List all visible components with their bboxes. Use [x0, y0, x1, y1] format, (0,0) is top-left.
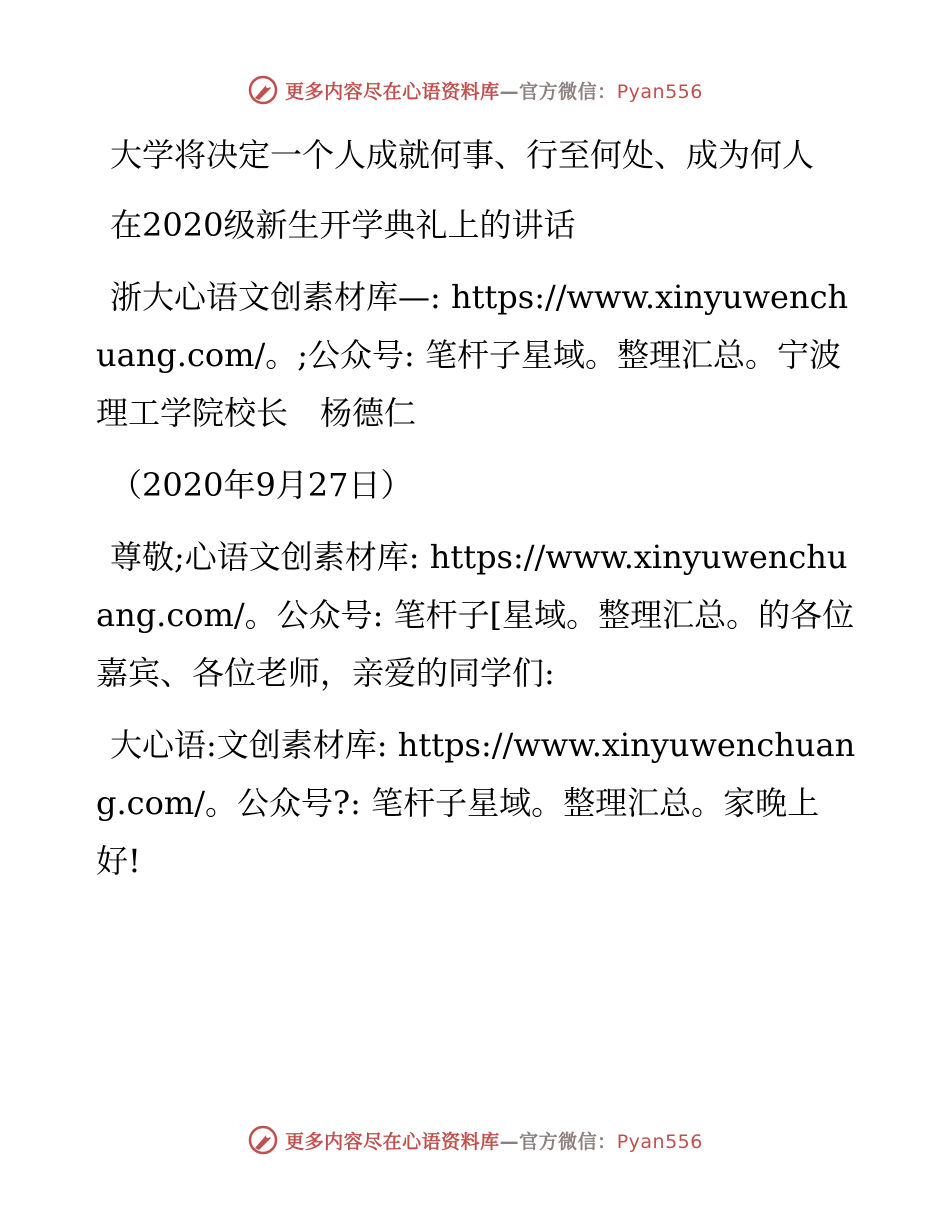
header-banner	[0, 70, 950, 110]
paragraph-date: （2020年9月27日）	[110, 466, 413, 504]
footer-banner	[0, 1120, 950, 1160]
banner-wechat-label: 官方微信：	[519, 80, 617, 103]
banner-text	[285, 77, 703, 104]
banner-dash: —	[499, 1130, 520, 1153]
pen-nib-logo-icon	[247, 74, 279, 106]
banner-wechat-label: 官方微信：	[519, 1130, 617, 1153]
paragraph-greeting: 尊敬;心语文创素材库: https://www.xinyuwenchuang.com/。公众号: 笔杆子[星域。整理汇总。的各位嘉宾、各位老师，亲爱的同学们:	[96, 538, 855, 692]
paragraph-good-evening: 大心语:文创素材库: https://www.xinyuwenchuang.com/。公众号?: 笔杆子星域。整理汇总。家晚上好!	[96, 726, 856, 880]
banner-main-text: 更多内容尽在心语资料库	[285, 80, 500, 103]
banner-dash: —	[499, 80, 520, 103]
paragraph-source-author: 浙大心语文创素材库—: https://www.xinyuwenchuang.com/。;公众号: 笔杆子星域。整理汇总。宁波理工学院校长 杨德仁	[96, 278, 849, 432]
banner-main-text: 更多内容尽在心语资料库	[285, 1130, 500, 1153]
banner-wechat-id: Pyan556	[616, 1130, 703, 1153]
banner-text	[285, 1127, 703, 1154]
banner-wechat-id: Pyan556	[616, 80, 703, 103]
document-body	[96, 126, 856, 904]
pen-nib-logo-icon	[247, 1124, 279, 1156]
document-title: 大学将决定一个人成就何事、行至何处、成为何人	[110, 136, 815, 174]
document-subtitle: 在2020级新生开学典礼上的讲话	[110, 206, 576, 244]
